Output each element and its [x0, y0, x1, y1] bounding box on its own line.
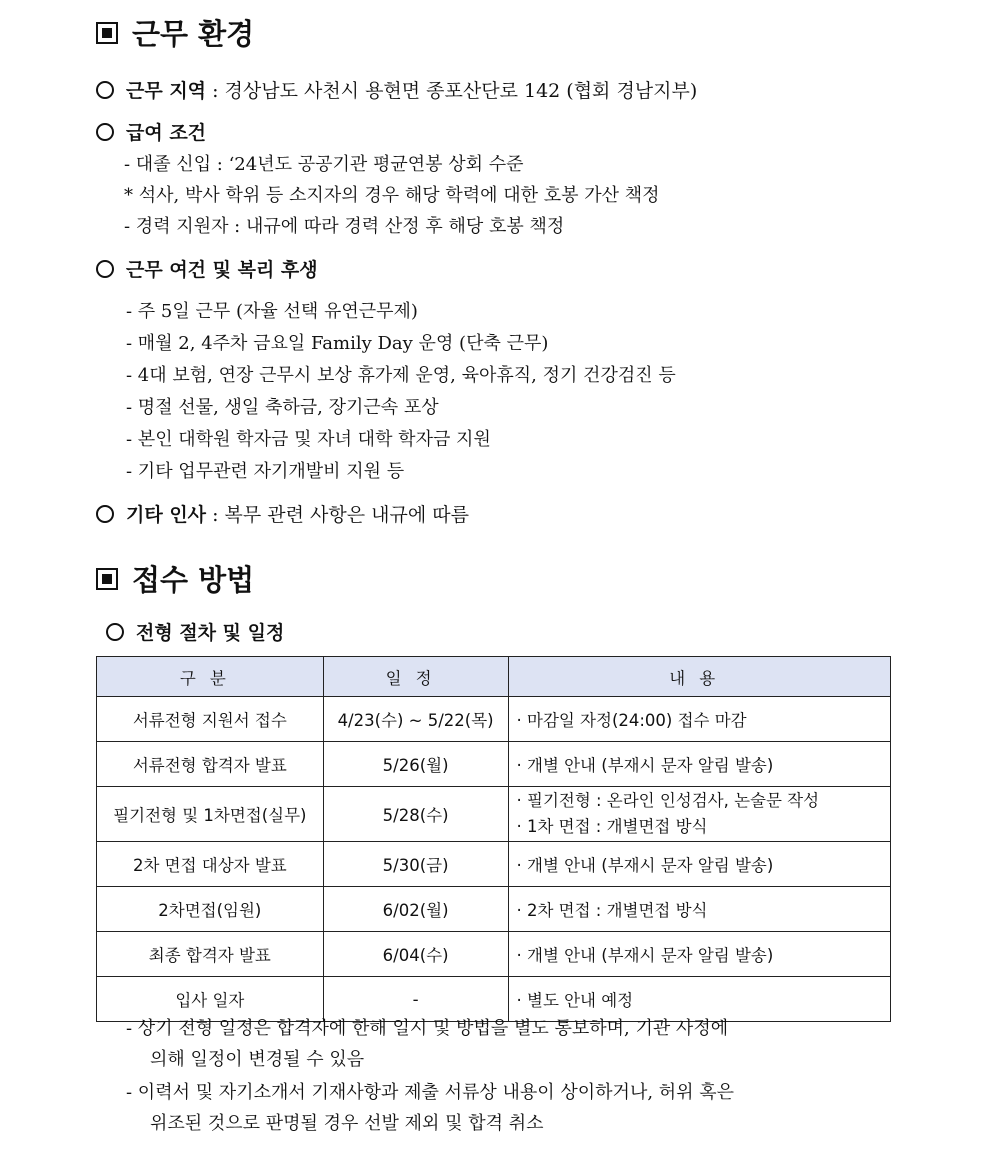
location-label: 근무 지역 — [126, 80, 207, 102]
square-bullet-icon — [96, 22, 118, 44]
date-cell: 5/30(금) — [323, 842, 508, 887]
header-content: 내용 — [508, 657, 891, 697]
date-cell: - — [323, 977, 508, 1022]
date-cell: 6/04(수) — [323, 932, 508, 977]
location-item — [96, 76, 697, 103]
salary-item — [96, 118, 206, 145]
note-line: - 상기 전형 일정은 합격자에 한해 일시 및 방법을 별도 통보하며, 기관 사정에 — [126, 1018, 729, 1039]
circle-bullet-icon — [96, 123, 114, 141]
note-line: 의해 일정이 변경될 수 있음 — [150, 1049, 365, 1070]
desc-line: · 2차 면접 : 개별면접 방식 — [517, 901, 708, 920]
salary-line: - 대졸 신입 : ‘24년도 공공기관 평균연봉 상회 수준 — [124, 154, 524, 175]
stage-cell: 2차면접(임원) — [97, 887, 324, 932]
welfare-label: 근무 여건 및 복리 후생 — [126, 259, 318, 281]
desc-line: · 필기전형 : 온라인 인성검사, 논술문 작성 — [517, 788, 890, 814]
stage-cell: 입사 일자 — [97, 977, 324, 1022]
section-title-text: 접수 방법 — [132, 563, 255, 597]
desc-line: · 별도 안내 예정 — [517, 991, 634, 1010]
table-row — [97, 787, 891, 842]
desc-cell — [508, 787, 891, 842]
header-stage: 구분 — [97, 657, 324, 697]
hr-label: 기타 인사 — [126, 504, 207, 526]
salary-line: - 경력 지원자 : 내규에 따라 경력 산정 후 해당 호봉 책정 — [124, 216, 565, 237]
salary-line: * 석사, 박사 학위 등 소지자의 경우 해당 학력에 대한 호봉 가산 책정 — [124, 185, 660, 206]
square-bullet-icon — [96, 568, 118, 590]
desc-cell — [508, 742, 891, 787]
date-cell: 5/26(월) — [323, 742, 508, 787]
desc-cell — [508, 932, 891, 977]
stage-cell: 서류전형 합격자 발표 — [97, 742, 324, 787]
location-value: : 경상남도 사천시 용현면 종포산단로 142 (협회 경남지부) — [212, 80, 698, 102]
hr-item — [96, 500, 469, 527]
date-cell: 5/28(수) — [323, 787, 508, 842]
table-row — [97, 887, 891, 932]
welfare-line: - 명절 선물, 생일 축하금, 장기근속 포상 — [126, 397, 439, 418]
desc-line: · 개별 안내 (부재시 문자 알림 발송) — [517, 756, 774, 775]
table-row — [97, 842, 891, 887]
stage-cell: 필기전형 및 1차면접(실무) — [97, 787, 324, 842]
salary-label: 급여 조건 — [126, 122, 207, 144]
note-item — [126, 1013, 728, 1075]
note-line: 위조된 것으로 판명될 경우 선발 제외 및 합격 취소 — [150, 1113, 544, 1134]
desc-line: · 마감일 자정(24:00) 접수 마감 — [517, 711, 747, 730]
stage-cell: 최종 합격자 발표 — [97, 932, 324, 977]
table-row — [97, 697, 891, 742]
desc-line: · 개별 안내 (부재시 문자 알림 발송) — [517, 946, 774, 965]
desc-line: · 개별 안내 (부재시 문자 알림 발송) — [517, 856, 774, 875]
circle-bullet-icon — [96, 81, 114, 99]
table-row — [97, 932, 891, 977]
desc-cell — [508, 887, 891, 932]
stage-cell: 서류전형 지원서 접수 — [97, 697, 324, 742]
desc-cell — [508, 842, 891, 887]
date-cell: 6/02(월) — [323, 887, 508, 932]
section-title-apply — [96, 558, 254, 599]
note-item — [126, 1077, 734, 1139]
welfare-line: - 매월 2, 4주차 금요일 Family Day 운영 (단축 근무) — [126, 333, 549, 354]
welfare-line: - 기타 업무관련 자기개발비 지원 등 — [126, 461, 405, 482]
circle-bullet-icon — [96, 505, 114, 523]
table-row — [97, 742, 891, 787]
header-date: 일정 — [323, 657, 508, 697]
schedule-table — [96, 656, 891, 1022]
desc-line: · 1차 면접 : 개별면접 방식 — [517, 814, 890, 840]
section-title-text: 근무 환경 — [132, 17, 255, 51]
date-cell: 4/23(수) ~ 5/22(목) — [323, 697, 508, 742]
welfare-line: - 본인 대학원 학자금 및 자녀 대학 학자금 지원 — [126, 429, 491, 450]
circle-bullet-icon — [96, 260, 114, 278]
welfare-item — [96, 255, 318, 282]
hr-value: : 복무 관련 사항은 내규에 따름 — [212, 504, 469, 526]
schedule-label: 전형 절차 및 일정 — [136, 622, 285, 644]
stage-cell: 2차 면접 대상자 발표 — [97, 842, 324, 887]
welfare-line: - 주 5일 근무 (자율 선택 유연근무제) — [126, 301, 418, 322]
table-header-row — [97, 657, 891, 697]
note-line: - 이력서 및 자기소개서 기재사항과 제출 서류상 내용이 상이하거나, 허위 혹은 — [126, 1082, 735, 1103]
welfare-line: - 4대 보험, 연장 근무시 보상 휴가제 운영, 육아휴직, 정기 건강검진 등 — [126, 365, 676, 386]
circle-bullet-icon — [106, 623, 124, 641]
desc-cell — [508, 697, 891, 742]
schedule-item — [106, 618, 284, 645]
section-title-work-env — [96, 12, 254, 53]
